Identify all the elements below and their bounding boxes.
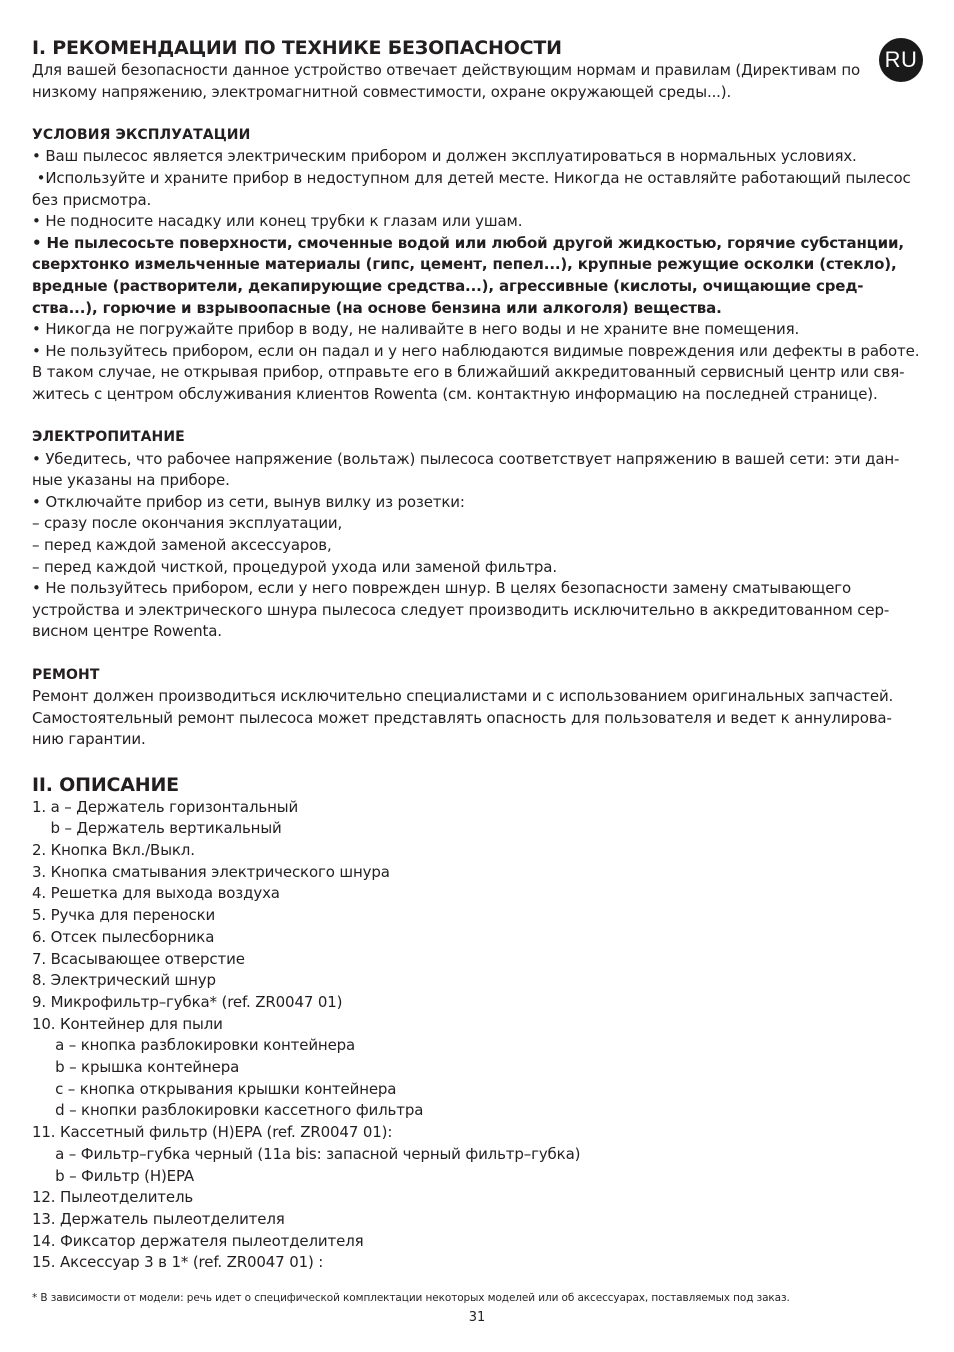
list-item: 14. Фиксатор держателя пылеотделителя	[32, 1231, 364, 1250]
list-item: 12. Пылеотделитель	[32, 1188, 194, 1207]
text-line: устройства и электрического шнура пылесоса следует производить исключительно в аккредитованном сер-	[32, 600, 890, 619]
text-line: Самостоятельный ремонт пылесоса может представлять опасность для пользователя и ведет к аннулирова-	[32, 708, 892, 727]
text-line: В таком случае, не открывая прибор, отправьте его в ближайший аккредитованный сервисный центр или свя-	[32, 363, 905, 382]
warning-line: • Не пылесосьте поверхности, смоченные водой или любой другой жидкостью, горячие субстанции,	[32, 233, 904, 252]
list-item: b – крышка контейнера	[32, 1058, 240, 1077]
text-line: • Не пользуйтесь прибором, если у него поврежден шнур. В целях безопасности замену сматывающего	[32, 579, 852, 598]
text-line: • Не пользуйтесь прибором, если он падал и у него наблюдаются видимые повреждения или дефекты в работе.	[32, 341, 920, 360]
power-heading: ЭЛЕКТРОПИТАНИЕ	[32, 429, 185, 446]
text-line: – перед каждой чисткой, процедурой ухода или заменой фильтра.	[32, 557, 557, 576]
warning-line: вредные (растворители, декапирующие средства...), агрессивные (кислоты, очищающие сред-	[32, 276, 864, 295]
text-line: ные указаны на приборе.	[32, 471, 230, 490]
repair-text	[32, 686, 922, 751]
warning-line: сверхтонко измельченные материалы (гипс, цемент, пепел...), крупные режущие осколки (стекло),	[32, 255, 897, 274]
page-content	[32, 36, 922, 1274]
list-item: d – кнопки разблокировки кассетного фильтра	[32, 1101, 424, 1120]
list-item: 3. Кнопка сматывания электрического шнура	[32, 862, 390, 881]
list-item: 6. Отсек пылесборника	[32, 927, 215, 946]
text-line: житесь с центром обслуживания клиентов Rowenta (см. контактную информацию на последней странице).	[32, 384, 878, 403]
list-item: 4. Решетка для выхода воздуха	[32, 884, 280, 903]
list-item: 7. Всасывающее отверстие	[32, 949, 245, 968]
conditions-text	[32, 146, 922, 405]
section-2-title: II. ОПИСАНИЕ	[32, 773, 179, 796]
power-text	[32, 449, 922, 643]
text-line: висном центре Rowenta.	[32, 622, 222, 641]
list-item: 1. a – Держатель горизонтальный	[32, 797, 299, 816]
text-line: – сразу после окончания эксплуатации,	[32, 514, 343, 533]
section-1-title: I. РЕКОМЕНДАЦИИ ПО ТЕХНИКЕ БЕЗОПАСНОСТИ	[32, 37, 562, 59]
language-badge: RU	[879, 38, 923, 82]
list-item: 8. Электрический шнур	[32, 971, 216, 990]
list-item: b – Фильтр (H)EPA	[32, 1166, 195, 1185]
footnote: * В зависимости от модели: речь идет о специфической комплектации некоторых моделей или об аксессуарах, поставляемых под заказ.	[32, 1292, 790, 1304]
text-line: нию гарантии.	[32, 730, 146, 749]
text-line: • Отключайте прибор из сети, вынув вилку из розетки:	[32, 492, 465, 511]
text-line: • Никогда не погружайте прибор в воду, не наливайте в него воды и не храните вне помещения.	[32, 320, 800, 339]
text-line: •Используйте и храните прибор в недоступном для детей месте. Никогда не оставляйте работающий пылесос	[32, 168, 911, 187]
list-item: a – кнопка разблокировки контейнера	[32, 1036, 356, 1055]
section-1-intro	[32, 60, 922, 103]
list-item: 9. Микрофильтр–губка* (ref. ZR0047 01)	[32, 992, 343, 1011]
list-item: b – Держатель вертикальный	[32, 819, 282, 838]
text-line: • Не подносите насадку или конец трубки к глазам или ушам.	[32, 212, 523, 231]
list-item: 2. Кнопка Вкл./Выкл.	[32, 841, 195, 859]
text-line: Ремонт должен производиться исключительно специалистами и с использованием оригинальных запчастей.	[32, 687, 894, 706]
list-item: 10. Контейнер для пыли	[32, 1014, 223, 1033]
text-line: • Ваш пылесос является электрическим прибором и должен эксплуатироваться в нормальных условиях.	[32, 147, 857, 166]
page-number: 31	[468, 1310, 486, 1325]
list-item: 15. Аксессуар 3 в 1* (ref. ZR0047 01) :	[32, 1253, 324, 1272]
text-line: Для вашей безопасности данное устройство отвечает действующим нормам и правилам (Директивам по	[32, 61, 861, 79]
text-line: – перед каждой заменой аксессуаров,	[32, 536, 332, 555]
repair-heading: РЕМОНТ	[32, 666, 100, 683]
list-item: 11. Кассетный фильтр (H)EPA (ref. ZR0047 01):	[32, 1123, 393, 1142]
text-line: • Убедитесь, что рабочее напряжение (вольтаж) пылесоса соответствует напряжению в вашей сети: эти дан-	[32, 449, 900, 468]
conditions-heading: УСЛОВИЯ ЭКСПЛУАТАЦИИ	[32, 126, 251, 143]
warning-line: ства...), горючие и взрывоопасные (на основе бензина или алкоголя) вещества.	[32, 298, 722, 317]
list-item: c – кнопка открывания крышки контейнера	[32, 1079, 397, 1098]
text-line: без присмотра.	[32, 190, 152, 209]
list-item: 13. Держатель пылеотделителя	[32, 1209, 285, 1228]
list-item: 5. Ручка для переноски	[32, 906, 216, 925]
text-line: низкому напряжению, электромагнитной совместимости, охране окружающей среды...).	[32, 82, 732, 101]
parts-list	[32, 797, 922, 1274]
list-item: a – Фильтр–губка черный (11a bis: запасной черный фильтр–губка)	[32, 1144, 581, 1163]
